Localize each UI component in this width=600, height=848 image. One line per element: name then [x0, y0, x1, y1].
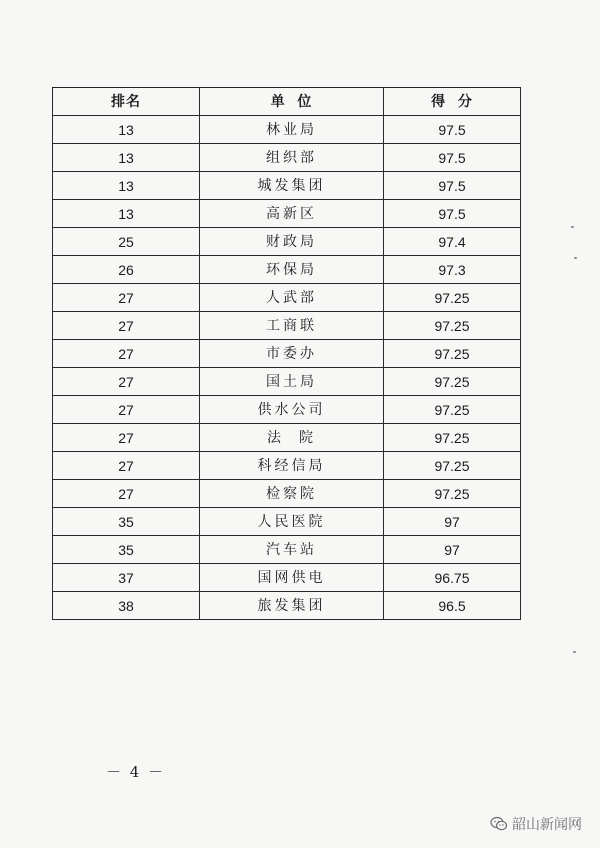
table-row — [53, 256, 521, 284]
table-row — [53, 172, 521, 200]
scan-speck — [573, 651, 576, 653]
header-rank: 排名 — [53, 88, 200, 116]
header-unit: 单 位 — [200, 88, 384, 116]
table-row — [53, 564, 521, 592]
unit-cell: 市委办 — [200, 340, 384, 368]
table-row — [53, 368, 521, 396]
rank-cell: 35 — [53, 508, 200, 536]
rank-cell: 26 — [53, 256, 200, 284]
rank-cell: 37 — [53, 564, 200, 592]
table-row — [53, 312, 521, 340]
score-cell: 97.5 — [384, 144, 521, 172]
watermark-text: 韶山新闻网 — [512, 817, 582, 833]
score-cell: 97.5 — [384, 200, 521, 228]
rank-cell: 25 — [53, 228, 200, 256]
rank-cell: 27 — [53, 396, 200, 424]
unit-cell: 汽车站 — [200, 536, 384, 564]
rank-cell: 27 — [53, 368, 200, 396]
unit-cell: 高新区 — [200, 200, 384, 228]
rank-cell: 27 — [53, 480, 200, 508]
table-header-row — [53, 88, 521, 116]
wechat-icon — [490, 816, 508, 832]
table-row — [53, 116, 521, 144]
rank-cell: 27 — [53, 340, 200, 368]
unit-cell: 检察院 — [200, 480, 384, 508]
table-row — [53, 452, 521, 480]
page-number: － 4 － — [106, 763, 166, 781]
table-row — [53, 592, 521, 620]
rank-cell: 13 — [53, 116, 200, 144]
unit-cell: 人民医院 — [200, 508, 384, 536]
unit-cell: 供水公司 — [200, 396, 384, 424]
table-row — [53, 396, 521, 424]
scan-speck — [574, 257, 577, 259]
table-row — [53, 228, 521, 256]
score-cell: 97 — [384, 508, 521, 536]
unit-cell: 旅发集团 — [200, 592, 384, 620]
score-cell: 97.25 — [384, 340, 521, 368]
score-cell: 97.25 — [384, 284, 521, 312]
rank-cell: 27 — [53, 424, 200, 452]
ranking-table — [52, 87, 521, 620]
rank-cell: 38 — [53, 592, 200, 620]
unit-cell: 法 院 — [200, 424, 384, 452]
score-cell: 97.25 — [384, 396, 521, 424]
rank-cell: 27 — [53, 284, 200, 312]
unit-cell: 财政局 — [200, 228, 384, 256]
score-cell: 97.5 — [384, 116, 521, 144]
unit-cell: 组织部 — [200, 144, 384, 172]
scan-speck — [571, 226, 574, 228]
unit-cell: 国网供电 — [200, 564, 384, 592]
rank-cell: 13 — [53, 144, 200, 172]
table-row — [53, 340, 521, 368]
score-cell: 97.4 — [384, 228, 521, 256]
table-row — [53, 480, 521, 508]
rank-cell: 13 — [53, 172, 200, 200]
score-cell: 97.25 — [384, 480, 521, 508]
rank-cell: 13 — [53, 200, 200, 228]
table-row — [53, 536, 521, 564]
table-row — [53, 508, 521, 536]
table-body — [53, 116, 521, 620]
score-cell: 96.75 — [384, 564, 521, 592]
unit-cell: 人武部 — [200, 284, 384, 312]
unit-cell: 工商联 — [200, 312, 384, 340]
score-cell: 96.5 — [384, 592, 521, 620]
unit-cell: 环保局 — [200, 256, 384, 284]
score-cell: 97.25 — [384, 452, 521, 480]
rank-cell: 27 — [53, 312, 200, 340]
score-cell: 97.25 — [384, 312, 521, 340]
unit-cell: 国土局 — [200, 368, 384, 396]
rank-cell: 27 — [53, 452, 200, 480]
table-row — [53, 144, 521, 172]
unit-cell: 城发集团 — [200, 172, 384, 200]
unit-cell: 林业局 — [200, 116, 384, 144]
table-row — [53, 284, 521, 312]
score-cell: 97 — [384, 536, 521, 564]
table-row — [53, 424, 521, 452]
table-row — [53, 200, 521, 228]
rank-cell: 35 — [53, 536, 200, 564]
watermark — [490, 814, 582, 834]
unit-cell: 科经信局 — [200, 452, 384, 480]
score-cell: 97.3 — [384, 256, 521, 284]
score-cell: 97.25 — [384, 424, 521, 452]
header-score: 得 分 — [384, 88, 521, 116]
score-cell: 97.25 — [384, 368, 521, 396]
score-cell: 97.5 — [384, 172, 521, 200]
